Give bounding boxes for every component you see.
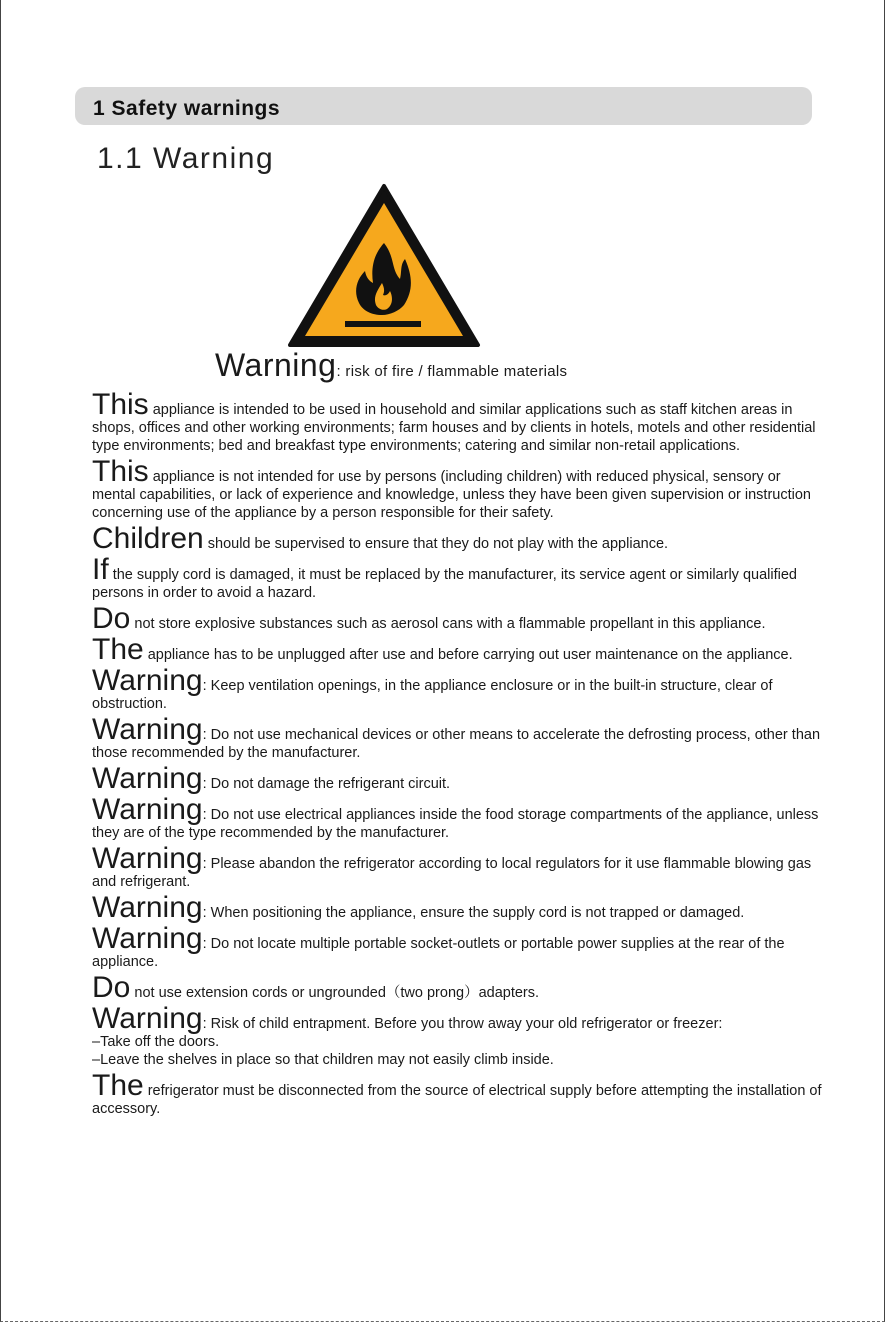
paragraph-lead-word: Warning bbox=[92, 713, 203, 746]
flammable-warning-icon bbox=[287, 183, 481, 348]
paragraph-lead-word: Do bbox=[92, 602, 131, 635]
warning-paragraph bbox=[92, 1002, 822, 1069]
warning-paragraph bbox=[92, 553, 822, 602]
paragraph-lead-word: Warning bbox=[92, 793, 203, 826]
paragraph-lead-word: Warning bbox=[92, 842, 203, 875]
warning-paragraph bbox=[92, 455, 822, 522]
warning-paragraph bbox=[92, 793, 822, 842]
paragraph-lead-word: If bbox=[92, 553, 109, 586]
warning-paragraph bbox=[92, 388, 822, 455]
warning-paragraph bbox=[92, 522, 822, 555]
section-title: 1 Safety warnings bbox=[93, 97, 281, 120]
warning-paragraph bbox=[92, 713, 822, 762]
paragraph-lead-word: Warning bbox=[92, 891, 203, 924]
paragraph-lead-word: Warning bbox=[92, 664, 203, 697]
warning-paragraph bbox=[92, 762, 822, 795]
paragraph-text: : Risk of child entrapment. Before you throw away your old refrigerator or freezer: bbox=[202, 1016, 723, 1032]
paragraph-text: : Do not use electrical appliances inside the food storage compartments of the appliance, unless they are of the type recommended by the manufacturer. bbox=[92, 807, 819, 841]
paragraph-lead-word: This bbox=[92, 455, 149, 488]
caption-warning: Warning bbox=[215, 347, 337, 383]
paragraph-text: : Keep ventilation openings, in the appliance enclosure or in the built-in structure, clear of obstruction. bbox=[92, 678, 773, 712]
paragraph-lead-word: Children bbox=[92, 522, 204, 555]
paragraph-lead-word: The bbox=[92, 1069, 144, 1102]
paragraph-sub-line: –Leave the shelves in place so that children may not easily climb inside. bbox=[92, 1052, 554, 1068]
paragraph-text: appliance is not intended for use by persons (including children) with reduced physical, sensory or mental capabilities, or lack of experience and knowledge, unless they have been given supervision or instruction concerning use of the appliance by a person responsible for their safety. bbox=[92, 469, 811, 521]
warning-paragraph bbox=[92, 891, 822, 924]
paragraph-lead-word: Do bbox=[92, 971, 131, 1004]
paragraph-text: : Do not locate multiple portable socket-outlets or portable power supplies at the rear of the appliance. bbox=[92, 936, 785, 970]
paragraph-text: : Do not damage the refrigerant circuit. bbox=[202, 776, 451, 792]
warning-paragraph bbox=[92, 1069, 822, 1118]
paragraph-lead-word: Warning bbox=[92, 1002, 203, 1035]
paragraph-text: not use extension cords or ungrounded（two prong）adapters. bbox=[130, 985, 540, 1001]
paragraph-text: : Do not use mechanical devices or other means to accelerate the defrosting process, other than those recommended by the manufacturer. bbox=[92, 727, 821, 761]
paragraph-text: not store explosive substances such as aerosol cans with a flammable propellant in this appliance. bbox=[130, 616, 766, 632]
paragraph-text: the supply cord is damaged, it must be replaced by the manufacturer, its service agent or similarly qualified persons in order to avoid a hazard. bbox=[92, 567, 797, 601]
sign-caption bbox=[215, 347, 567, 384]
paragraph-lead-word: This bbox=[92, 388, 149, 421]
paragraph-text: should be supervised to ensure that they do not play with the appliance. bbox=[203, 536, 669, 552]
caption-text: : risk of fire / flammable materials bbox=[336, 363, 568, 380]
warning-paragraph bbox=[92, 633, 822, 666]
section-header bbox=[75, 87, 812, 125]
warning-paragraph bbox=[92, 842, 822, 891]
paragraph-text: refrigerator must be disconnected from the source of electrical supply before attempting the installation of accessory. bbox=[92, 1083, 822, 1117]
paragraph-text: : Please abandon the refrigerator according to local regulators for it use flammable blowing gas and refrigerant. bbox=[92, 856, 812, 890]
warning-paragraph bbox=[92, 922, 822, 971]
warnings-list bbox=[92, 388, 822, 1122]
paragraph-lead-word: The bbox=[92, 633, 144, 666]
warning-paragraph bbox=[92, 602, 822, 635]
subsection-title: 1.1 Warning bbox=[97, 142, 275, 175]
paragraph-sub-line: –Take off the doors. bbox=[92, 1034, 220, 1050]
paragraph-text: appliance is intended to be used in household and similar applications such as staff kitchen areas in shops, offices and other working environments; farm houses and by clients in hotels, motels and other residential type environments; bed and breakfast type environments; catering and similar non-retail applications. bbox=[92, 402, 816, 454]
paragraph-text: : When positioning the appliance, ensure the supply cord is not trapped or damaged. bbox=[202, 905, 745, 921]
paragraph-lead-word: Warning bbox=[92, 762, 203, 795]
paragraph-lead-word: Warning bbox=[92, 922, 203, 955]
warning-paragraph bbox=[92, 971, 822, 1004]
paragraph-text: appliance has to be unplugged after use and before carrying out user maintenance on the appliance. bbox=[143, 647, 793, 663]
warning-paragraph bbox=[92, 664, 822, 713]
